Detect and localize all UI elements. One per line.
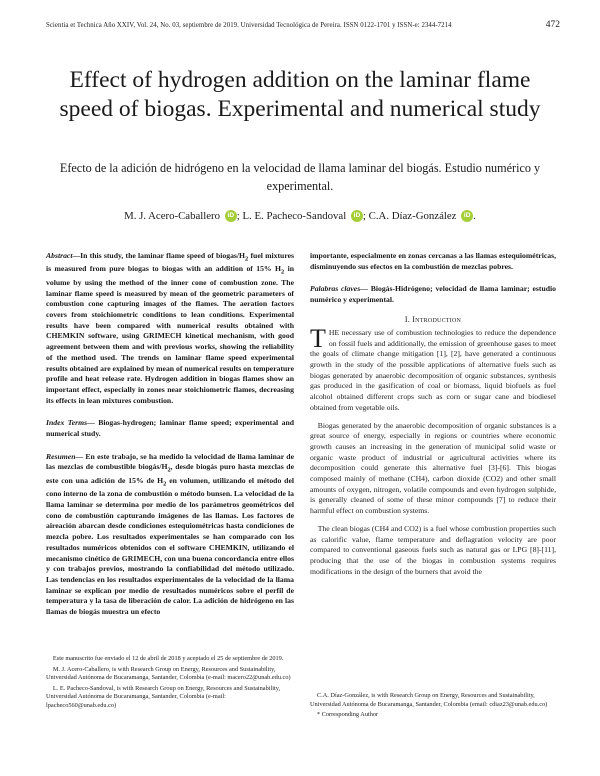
palabras-clave [310,284,556,305]
resumen [46,452,294,618]
author-separator: ; [362,210,366,222]
palabras-clave-label: Palabras claves— [310,284,368,294]
paper-title: Effect of hydrogen addition on the laminar flame speed of biogas. Experimental and numerical study [59,67,541,122]
drop-cap: T [310,323,326,353]
orcid-icon[interactable]: iD [351,210,363,222]
subscript: 2 [245,255,249,263]
index-terms-text: Biogas-hydrogen; laminar flame speed; experimental and numerical study. [46,418,294,439]
intro-text: HE necessary use of combustion technologies to reduce the dependence on fossil fuels and additionally, the emission of greenhouse gases to meet the goals of climate change mitigation [1], [2], have generated a continuous growth in the study of the possible applications of alternative fuels such as biogas generated by anaerobic decomposition of organic substances, synthesis gas produced in the gasification of coal or biomass, liquid biofuels as fuel alcohol obtained different crops such as corn or sugar cane and biodiesel obtained from vegetable oils. [310,327,556,412]
right-column [310,251,556,584]
resumen-text: en volumen, utilizando el método del cono interno de la zona de combustión o método bunsen. La velocidad de la llama laminar se determina por medio de los parámetros geométricos del cono de combustión capturando imágenes de las llamas. Los factores de aireación abarcan desde condiciones estequiométricas hasta condiciones de mezcla pobre. Los resultados experimentales se han comparado con los resultados numéricos obtenidos con el software CHEMKIN, utilizando el mecanismo cinético de GRIMECH, con una buena concordancia entre ellos y con trabajos previos, mostrando la confiabilidad del método utilizado. Las tendencias en los resultados experimentales de la velocidad de la llama laminar se explican por medio de resultados numéricos sobre el perfil de temperatura y la tasa de liberación de calor. La adición de hidrógeno en las llamas de biogás muestra un efecto [46,475,294,617]
index-terms [46,418,294,439]
resumen-continued: importante, especialmente en zonas cercanas a las llamas estequiométricas, disminuyendo sus efectos en la combustión de mezclas pobres. [310,251,556,271]
paper-subtitle: Efecto de la adición de hidrógeno en la velocidad de llama laminar del biogás. Estudio numérico y experimental. [59,161,541,193]
index-terms-label: Index Terms— [46,418,95,428]
resumen-label: Resumen— [46,451,84,461]
orcid-icon[interactable]: iD [461,210,473,222]
author-name: L. E. Pacheco-Sandoval [242,210,347,222]
resumen-text: , desde biogás puro hasta mezclas de este con una adición de 15% de H [46,462,294,485]
abstract-label: Abstract— [46,251,81,260]
abstract-text: In this study, the laminar flame speed of biogas/H [80,251,246,260]
resumen-text: En este trabajo, se ha medido la velocidad de llama laminar de las mezclas de combustible biogás/H [46,451,294,472]
author-end: . [473,210,476,222]
subscript: 2 [167,466,171,474]
footnote: Este manuscrito fue enviado el 12 de abril de 2018 y aceptado el 25 de septiembre de 2019. [52,655,284,662]
palabras-clave-text: Biogás-Hidrógeno; velocidad de llama laminar; estudio numérico y experimental. [310,284,557,305]
orcid-icon[interactable]: iD [225,210,237,222]
intro-paragraph [310,323,556,414]
author-name: C.A. Díaz-González [368,210,457,222]
intro-paragraph: The clean biogas (CH4 and CO2) is a fuel whose combustion properties such as calorific value, flame temperature and deflagration velocity are poor compared to conventional gaseous fuels such as natural gas or LPG [8]-[11], producing that the use of the biogas in combustion systems requires modifications in the design of the burners that avoid the [310,523,556,576]
abstract [46,251,294,406]
page-number: 472 [545,20,560,30]
subscript: 2 [163,480,167,488]
subscript: 2 [280,268,285,276]
left-column [46,251,294,618]
section-heading-introduction: I. Introduction [404,314,462,324]
footnote: * Corresponding Author [316,711,379,718]
author-name: M. J. Acero-Caballero [124,210,221,222]
footnote: C.A. Díaz-González, is with Research Group on Energy, Resources and Sustainability, Universidad Autónoma de Bucaramanga, Santander, Colombia (email: cdiaz23@unab.edu.co) [310,692,548,708]
footnote: M. J. Acero-Caballero, is with Research Group on Energy, Resources and Sustainability, Universidad Autónoma de Bucaramanga, Santander, Colombia (e-mail: macero22@unab.edu.co) [46,665,291,681]
footnotes-right [310,692,556,722]
footnotes-left [46,655,294,712]
author-line [0,210,600,222]
abstract-text: in volume by using the method of the inner cone of combustion zone. The laminar flame speed is measured by mean of the geometric parameters of combustion cone capturing images of the flames. The aeration factors covers from stoichiometric conditions to lean conditions. Experimental results have been compared with numerical results obtained with CHEMKIN software, using GRIMECH kinetical mechanism, with good agreement between them and with previous works, showing the reliability of the method used. The trends on laminar flame speed experimental results obtained are explained by mean of numerical results on temperature profile and heat release rate. Hydrogen addition in biogas flames show an important effect, especially in zones near stoichiometric flames, decreasing its effects in lean mixtures combustion. [46,264,294,405]
footnote: L. E. Pacheco-Sandoval, is with Research Group on Energy, Resources and Sustainability, Universidad Autónoma de Bucaramanga, Santander, Colombia (e-mail: lpacheco560@unab.edu.co) [46,684,281,709]
running-head: Scientia et Technica Año XXIV, Vol. 24, No. 03, septiembre de 2019. Universidad Tecnológica de Pereira. ISSN 0122-1701 y ISSN-e: 2344-7214 [46,22,452,29]
abstract-text: fuel mixtures is measured from pure biogas to biogas with an addition of 15% H [46,251,294,274]
intro-paragraph: Biogas generated by the anaerobic decomposition of organic substances is a great source of energy, especially in regions or countries where economic growth causes an increasing in the generation of municipal solid waste or organic waste product of industrial or agricultural activities where its decomposition could generate this alternative fuel [3]-[6]. This biogas composed mainly of methane (CH4), carbon dioxide (CO2) and other small amounts of oxygen, nitrogen, volatile compounds and even hydrogen sulphide, is generally cleaned of some of these minor compounds [7] to reduce their harmful effect on combustion systems. [310,420,556,516]
author-separator: ; [236,210,240,222]
